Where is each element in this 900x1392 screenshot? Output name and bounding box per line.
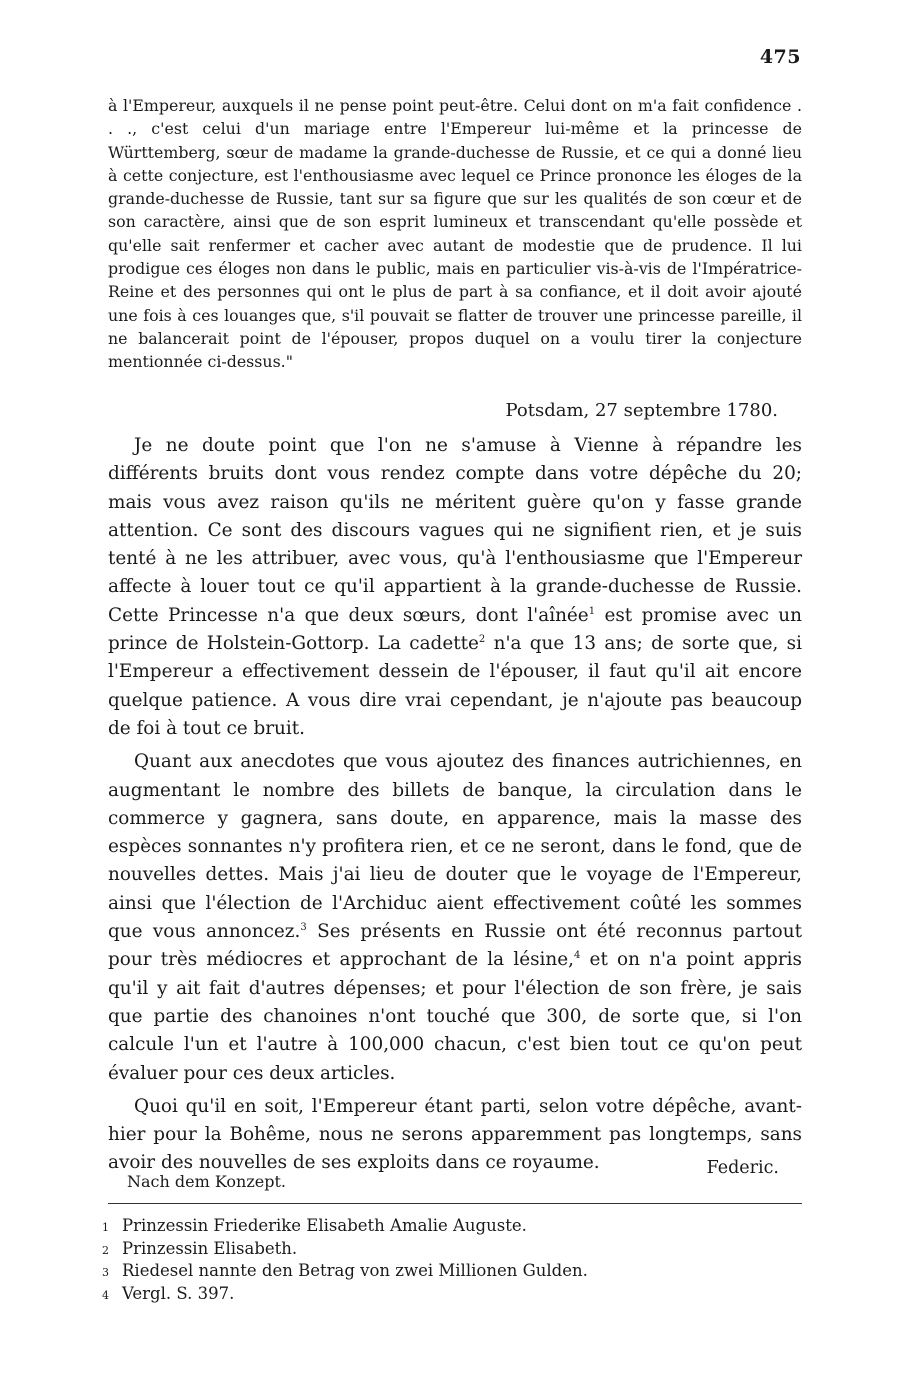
source-note: Nach dem Konzept. bbox=[127, 1172, 286, 1191]
signature: Federic. bbox=[706, 1158, 779, 1178]
footnote-text: Prinzessin Elisabeth. bbox=[122, 1238, 298, 1258]
footnote-ref-3: 3 bbox=[300, 921, 307, 933]
page-number: 475 bbox=[759, 46, 801, 68]
footnote-2: 2 Prinzessin Elisabeth. bbox=[102, 1238, 802, 1261]
footnote-ref-1: 1 bbox=[588, 605, 596, 617]
letter-date-line: Potsdam, 27 septembre 1780. bbox=[505, 400, 778, 421]
footnote-text: Riedesel nannte den Betrag von zwei Millionen Gulden. bbox=[122, 1261, 588, 1280]
footnote-text: Vergl. S. 397. bbox=[122, 1283, 235, 1303]
paragraph-text: Ses présents en Russie ont été reconnus partout pour très médiocres et approchant de la lésine, bbox=[108, 921, 802, 971]
paragraph-text: et on n'a point appris qu'il y ait fait d'autres dépenses; et pour l'élection de son frère, je sais que partie des chanoines n'ont touché que 300, de sorte que, si l'on calcule l'un et l'autre à 100,000 chacun, c'est bien tout ce qu'on peut évaluer pour ces deux articles. bbox=[108, 949, 802, 1084]
footnote-ref-2: 2 bbox=[478, 633, 486, 645]
footnote-1: 1 Prinzessin Friederike Elisabeth Amalie Auguste. bbox=[102, 1215, 802, 1238]
footnotes bbox=[102, 1215, 802, 1305]
letter-paragraph-2 bbox=[108, 748, 802, 1088]
paragraph-text: Quant aux anecdotes que vous ajoutez des finances autrichiennes, en augmentant le nombre des billets de banque, la circulation dans le commerce y gagnera, sans doute, en apparence, mais la masse des espèces sonnantes n'y profitera rien, et ce ne seront, dans le fond, que de nouvelles dettes. Mais j'ai lieu de douter que le voyage de l'Empereur, ainsi que l'élection de l'Archiduc aient effectivement coûté les sommes que vous annoncez. bbox=[108, 751, 802, 943]
letter-paragraph-3: Quoi qu'il en soit, l'Empereur étant parti, selon votre dépêche, avant-hier pour la Bohême, nous ne serons apparemment pas longtemps, sans avoir des nouvelles de ses exploits dans ce royaume. bbox=[108, 1095, 802, 1174]
footnote-ref-4: 4 bbox=[573, 950, 581, 962]
footnote-text: Prinzessin Friederike Elisabeth Amalie Auguste. bbox=[122, 1216, 527, 1235]
paragraph-text: est promise avec un prince de Holstein-Gottorp. La cadette bbox=[108, 604, 802, 655]
footnote-3: 3 Riedesel nannte den Betrag von zwei Millionen Gulden. bbox=[102, 1260, 802, 1283]
paragraph-text: Je ne doute point que l'on ne s'amuse à Vienne à répandre les différents bruits dont vous rendez compte dans votre dépêche du 20; mais vous avez raison qu'ils ne méritent guère qu'on y fasse grande attention. Ce sont des discours vagues qui ne signifient rien, et je suis tenté à ne les attribuer, avec vous, qu'à l'enthousiasme que l'Empereur affecte à louer tout ce qu'il appartient à la grande-duchesse de Russie. Cette Princesse n'a que deux sœurs, dont l'aînée bbox=[108, 435, 802, 626]
letter-body bbox=[108, 432, 802, 1183]
letter-paragraph-1 bbox=[108, 432, 802, 743]
footnote-divider bbox=[108, 1203, 802, 1204]
quoted-report: à l'Empereur, auxquels il ne pense point peut-être. Celui dont on m'a fait confidence . . ., c'est celui d'un mariage entre l'Empereur lui-même et la princesse de Württemberg, sœur de madame la grande-duchesse de Russie, et ce qui a donné lieu à cette conjecture, est l'enthousiasme avec lequel ce Prince prononce les éloges de la grande-duchesse de Russie, tant sur sa figure que sur les qualités de son cœur et de son caractère, ainsi que de son esprit lumineux et transcendant qu'elle possède et qu'elle sait renfermer et cacher avec autant de modestie que de prudence. Il lui prodigue ces éloges non dans le public, mais en particulier vis-à-vis de l'Impératrice-Reine et des personnes qui ont le plus de part à sa confiance, et il doit avoir ajouté une fois à ces louanges que, s'il pouvait se flatter de trouver une princesse pareille, il ne balancerait point de l'épouser, propos duquel on a voulu tirer la conjecture mentionnée ci-dessus." bbox=[108, 96, 802, 372]
footnote-4: 4 Vergl. S. 397. bbox=[102, 1283, 802, 1306]
paragraph-text: n'a que 13 ans; de sorte que, si l'Empereur a effectivement dessein de l'épouser, il faut qu'il ait encore quelque patience. A vous dire vrai cependant, je n'ajoute pas beaucoup de foi à tout ce bruit. bbox=[108, 633, 803, 739]
